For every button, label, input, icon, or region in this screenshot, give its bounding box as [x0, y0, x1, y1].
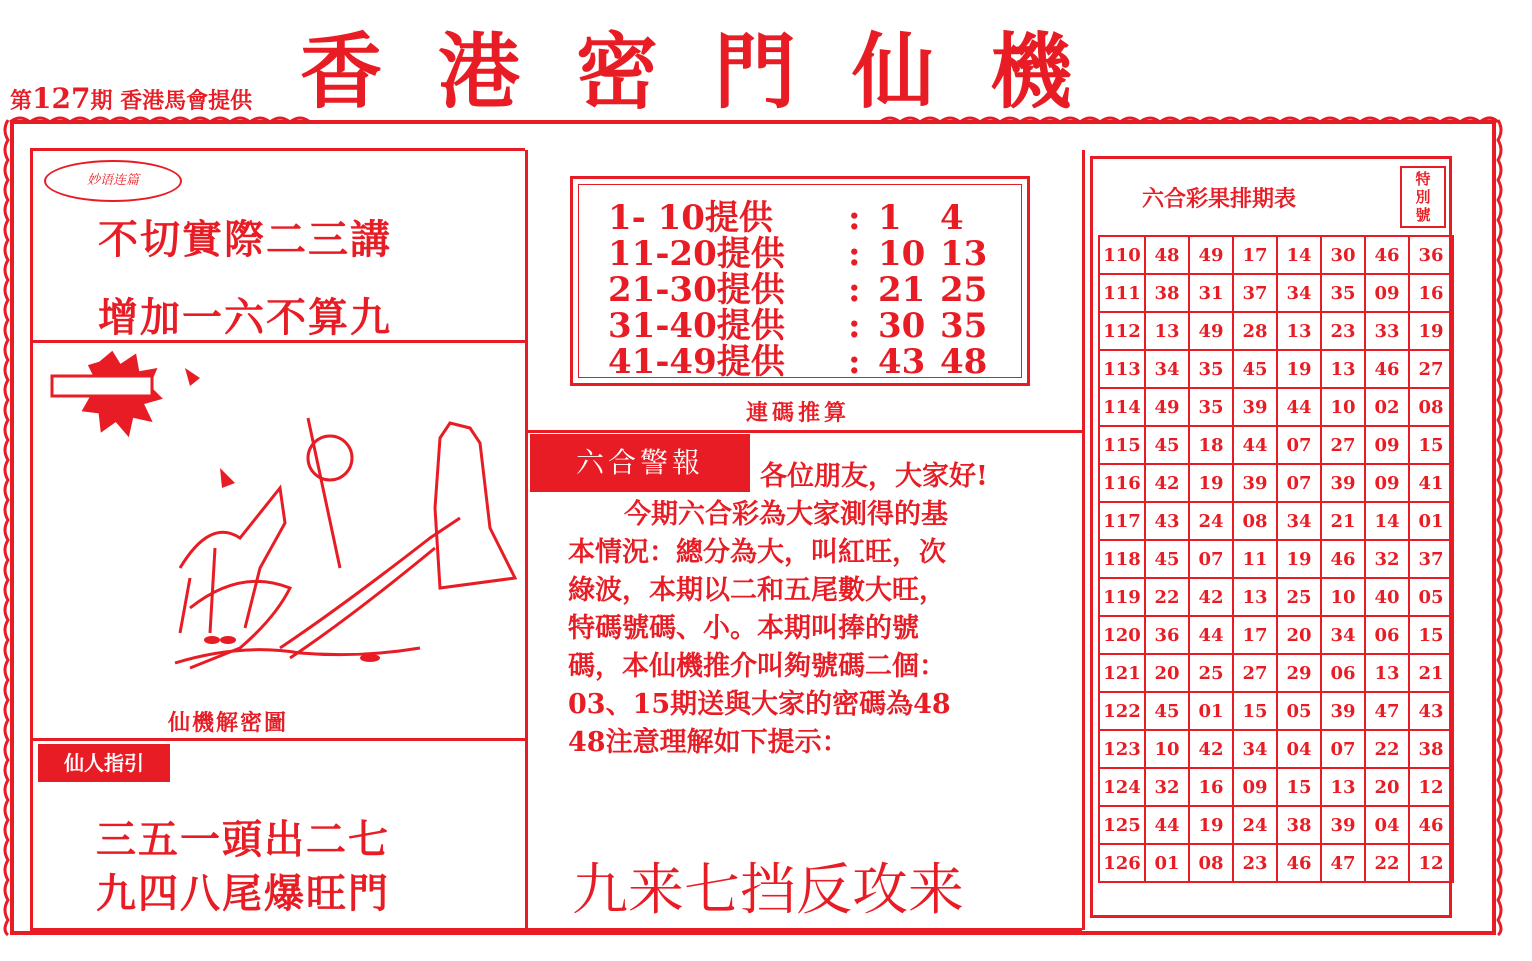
number-cell: 23	[1233, 844, 1277, 882]
number-cell: 36	[1409, 236, 1453, 274]
number-cell: 44	[1233, 426, 1277, 464]
number-cell: 34	[1277, 274, 1321, 312]
number-cell: 02	[1365, 388, 1409, 426]
issue-cell: 125	[1099, 806, 1145, 844]
number-cell: 07	[1277, 426, 1321, 464]
number-cell: 10	[1145, 730, 1189, 768]
number-cell: 44	[1145, 806, 1189, 844]
provide-range: 11-20提供	[608, 234, 785, 274]
number-cell: 15	[1409, 426, 1453, 464]
alert-line: 碼，本仙機推介叫夠號碼二個：	[568, 651, 946, 682]
number-cell: 41	[1409, 464, 1453, 502]
issue-prefix: 第	[10, 88, 33, 114]
issue-cell: 119	[1099, 578, 1145, 616]
number-cell: 17	[1233, 616, 1277, 654]
table-row	[1099, 806, 1453, 844]
number-cell: 05	[1277, 692, 1321, 730]
number-cell: 20	[1365, 768, 1409, 806]
number-cell: 39	[1321, 464, 1365, 502]
number-cell: 06	[1365, 616, 1409, 654]
number-cell: 35	[1189, 388, 1233, 426]
divider-center-1	[528, 430, 1082, 433]
number-cell: 08	[1233, 502, 1277, 540]
number-cell: 42	[1189, 730, 1233, 768]
number-cell: 33	[1365, 312, 1409, 350]
divider-top	[30, 148, 525, 151]
number-cell: 14	[1277, 236, 1321, 274]
number-cell: 46	[1409, 806, 1453, 844]
number-cell: 35	[1189, 350, 1233, 388]
number-cell: 08	[1189, 844, 1233, 882]
provide-range: 41-49提供	[608, 342, 785, 382]
issue-cell: 114	[1099, 388, 1145, 426]
number-cell: 01	[1189, 692, 1233, 730]
number-cell: 15	[1277, 768, 1321, 806]
number-cell: 16	[1409, 274, 1453, 312]
provide-a: 10	[878, 234, 926, 274]
number-cell: 10	[1321, 388, 1365, 426]
history-table	[1098, 235, 1454, 883]
number-cell: 16	[1189, 768, 1233, 806]
divider-left	[30, 150, 33, 930]
provide-caption: 連碼推算	[746, 400, 851, 426]
number-cell: 12	[1409, 844, 1453, 882]
number-cell: 37	[1409, 540, 1453, 578]
guide-tag: 仙人指引	[38, 744, 170, 782]
number-cell: 15	[1233, 692, 1277, 730]
provide-range: 21-30提供	[608, 270, 785, 310]
number-cell: 23	[1321, 312, 1365, 350]
table-row	[1099, 692, 1453, 730]
table-row	[1099, 350, 1453, 388]
number-cell: 43	[1145, 502, 1189, 540]
issue-cell: 116	[1099, 464, 1145, 502]
number-cell: 45	[1233, 350, 1277, 388]
provide-a: 21	[878, 270, 926, 310]
number-cell: 46	[1277, 844, 1321, 882]
number-cell: 09	[1365, 464, 1409, 502]
number-cell: 34	[1321, 616, 1365, 654]
number-cell: 20	[1145, 654, 1189, 692]
provide-b: 13	[940, 234, 988, 274]
number-cell: 30	[1321, 236, 1365, 274]
number-cell: 40	[1365, 578, 1409, 616]
number-cell: 09	[1233, 768, 1277, 806]
page-title: 香港密門仙機	[300, 24, 1129, 120]
number-cell: 32	[1365, 540, 1409, 578]
number-cell: 04	[1277, 730, 1321, 768]
number-cell: 07	[1277, 464, 1321, 502]
number-cell: 13	[1145, 312, 1189, 350]
alert-slogan: 九来七挡反攻来	[572, 858, 964, 923]
issue-cell: 123	[1099, 730, 1145, 768]
number-cell: 07	[1321, 730, 1365, 768]
number-cell: 22	[1365, 730, 1409, 768]
table-row	[1099, 274, 1453, 312]
number-cell: 39	[1233, 464, 1277, 502]
provide-b: 4	[940, 198, 964, 238]
number-cell: 32	[1145, 768, 1189, 806]
alert-line: 03、15期送與大家的密碼為48	[568, 689, 951, 720]
number-cell: 35	[1321, 274, 1365, 312]
number-cell: 04	[1365, 806, 1409, 844]
table-row	[1099, 616, 1453, 654]
number-cell: 38	[1277, 806, 1321, 844]
alert-article	[568, 458, 1048, 762]
badge-text: 妙语连篇	[86, 173, 139, 188]
number-cell: 13	[1365, 654, 1409, 692]
issue-cell: 111	[1099, 274, 1145, 312]
number-cell: 07	[1189, 540, 1233, 578]
number-cell: 14	[1365, 502, 1409, 540]
provide-range: 1- 10提供	[608, 198, 773, 238]
alert-line: 綠波，本期以二和五尾數大旺，	[568, 575, 946, 606]
number-cell: 42	[1145, 464, 1189, 502]
number-cell: 20	[1277, 616, 1321, 654]
special-label: 特別號	[1415, 170, 1431, 224]
number-cell: 49	[1189, 236, 1233, 274]
issue-provider: 香港馬會提供	[120, 88, 253, 114]
provide-b: 35	[940, 306, 988, 346]
issue-suffix: 期	[90, 88, 113, 114]
number-cell: 13	[1277, 312, 1321, 350]
provide-a: 43	[878, 342, 926, 382]
issue-cell: 124	[1099, 768, 1145, 806]
provide-a: 30	[878, 306, 926, 346]
number-cell: 42	[1189, 578, 1233, 616]
number-cell: 29	[1277, 654, 1321, 692]
provide-row: 11-20提供 : 10 13	[608, 226, 987, 275]
table-row	[1099, 236, 1453, 274]
number-cell: 48	[1145, 236, 1189, 274]
provide-range: 31-40提供	[608, 306, 785, 346]
alert-tag: 六合警報	[530, 434, 750, 492]
provide-b: 25	[940, 270, 988, 310]
number-cell: 08	[1409, 388, 1453, 426]
number-cell: 21	[1409, 654, 1453, 692]
number-cell: 19	[1189, 464, 1233, 502]
table-row	[1099, 502, 1453, 540]
provide-b: 48	[940, 342, 988, 382]
table-row	[1099, 426, 1453, 464]
number-cell: 13	[1321, 350, 1365, 388]
number-cell: 13	[1321, 768, 1365, 806]
number-cell: 17	[1233, 236, 1277, 274]
table-row	[1099, 654, 1453, 692]
number-cell: 13	[1233, 578, 1277, 616]
alert-line: 48注意理解如下提示：	[568, 727, 849, 758]
number-cell: 27	[1321, 426, 1365, 464]
issue-cell: 113	[1099, 350, 1145, 388]
number-cell: 46	[1365, 350, 1409, 388]
table-row	[1099, 312, 1453, 350]
number-cell: 21	[1321, 502, 1365, 540]
table-row	[1099, 578, 1453, 616]
number-cell: 34	[1145, 350, 1189, 388]
number-cell: 27	[1233, 654, 1277, 692]
divider-left-mid	[525, 150, 528, 930]
number-cell: 49	[1145, 388, 1189, 426]
number-cell: 06	[1321, 654, 1365, 692]
number-cell: 47	[1321, 844, 1365, 882]
number-cell: 25	[1277, 578, 1321, 616]
issue-cell: 115	[1099, 426, 1145, 464]
table-row	[1099, 768, 1453, 806]
number-cell: 28	[1233, 312, 1277, 350]
number-cell: 09	[1365, 426, 1409, 464]
issue-cell: 122	[1099, 692, 1145, 730]
number-cell: 24	[1189, 502, 1233, 540]
picture-caption: 仙機解密圖	[168, 710, 289, 736]
badge-oval	[44, 160, 182, 202]
alert-line: 今期六合彩為大家測得的基	[624, 499, 948, 530]
guide-line-1: 三五一頭出二七	[96, 816, 390, 863]
number-cell: 34	[1233, 730, 1277, 768]
table-row	[1099, 464, 1453, 502]
divider-right-mid	[1082, 150, 1085, 930]
issue-cell: 117	[1099, 502, 1145, 540]
number-cell: 22	[1365, 844, 1409, 882]
number-cell: 19	[1409, 312, 1453, 350]
number-cell: 15	[1409, 616, 1453, 654]
issue-cell: 112	[1099, 312, 1145, 350]
number-cell: 24	[1233, 806, 1277, 844]
number-cell: 36	[1145, 616, 1189, 654]
table-row	[1099, 844, 1453, 882]
number-cell: 19	[1189, 806, 1233, 844]
number-cell: 39	[1233, 388, 1277, 426]
number-cell: 05	[1409, 578, 1453, 616]
guide-line-2: 九四八尾爆旺門	[96, 870, 390, 917]
provide-row: 41-49提供 : 43 48	[608, 334, 987, 383]
scene-illustration	[40, 348, 520, 678]
divider-left-2	[30, 738, 525, 741]
number-cell: 45	[1145, 692, 1189, 730]
table-row	[1099, 388, 1453, 426]
number-cell: 12	[1409, 768, 1453, 806]
number-cell: 45	[1145, 426, 1189, 464]
number-cell: 39	[1321, 692, 1365, 730]
number-cell: 22	[1145, 578, 1189, 616]
number-cell: 44	[1189, 616, 1233, 654]
number-cell: 39	[1321, 806, 1365, 844]
issue-cell: 118	[1099, 540, 1145, 578]
history-title: 六合彩果排期表	[1142, 186, 1297, 212]
number-cell: 49	[1189, 312, 1233, 350]
divider-bottom	[30, 928, 1082, 931]
number-cell: 38	[1409, 730, 1453, 768]
number-cell: 34	[1277, 502, 1321, 540]
number-cell: 27	[1409, 350, 1453, 388]
number-cell: 37	[1233, 274, 1277, 312]
alert-line: 特碼號碼、小。本期叫捧的號	[568, 613, 919, 644]
provide-row: 31-40提供 : 30 35	[608, 298, 987, 347]
provide-row: 21-30提供 : 21 25	[608, 262, 987, 311]
left-line-2: 增加一六不算九	[98, 294, 392, 341]
number-cell: 45	[1145, 540, 1189, 578]
number-cell: 10	[1321, 578, 1365, 616]
number-cell: 44	[1277, 388, 1321, 426]
issue-number: 127	[32, 82, 91, 115]
left-line-1: 不切實際二三講	[98, 216, 392, 263]
table-row	[1099, 540, 1453, 578]
number-cell: 38	[1145, 274, 1189, 312]
number-cell: 46	[1321, 540, 1365, 578]
number-cell: 25	[1189, 654, 1233, 692]
provide-a: 1	[878, 198, 902, 238]
number-cell: 31	[1189, 274, 1233, 312]
alert-line: 本情況：總分為大，叫紅旺，次	[568, 537, 946, 568]
number-cell: 09	[1365, 274, 1409, 312]
table-row	[1099, 730, 1453, 768]
number-cell: 18	[1189, 426, 1233, 464]
number-cell: 01	[1409, 502, 1453, 540]
issue-cell: 126	[1099, 844, 1145, 882]
number-cell: 01	[1145, 844, 1189, 882]
issue-cell: 120	[1099, 616, 1145, 654]
number-cell: 11	[1233, 540, 1277, 578]
number-cell: 47	[1365, 692, 1409, 730]
alert-line: 各位朋友，大家好!	[760, 461, 988, 492]
provide-row: 1- 10提供 : 1 4	[608, 190, 964, 239]
issue-cell: 121	[1099, 654, 1145, 692]
number-cell: 19	[1277, 350, 1321, 388]
number-cell: 19	[1277, 540, 1321, 578]
number-cell: 46	[1365, 236, 1409, 274]
number-cell: 43	[1409, 692, 1453, 730]
issue-cell: 110	[1099, 236, 1145, 274]
